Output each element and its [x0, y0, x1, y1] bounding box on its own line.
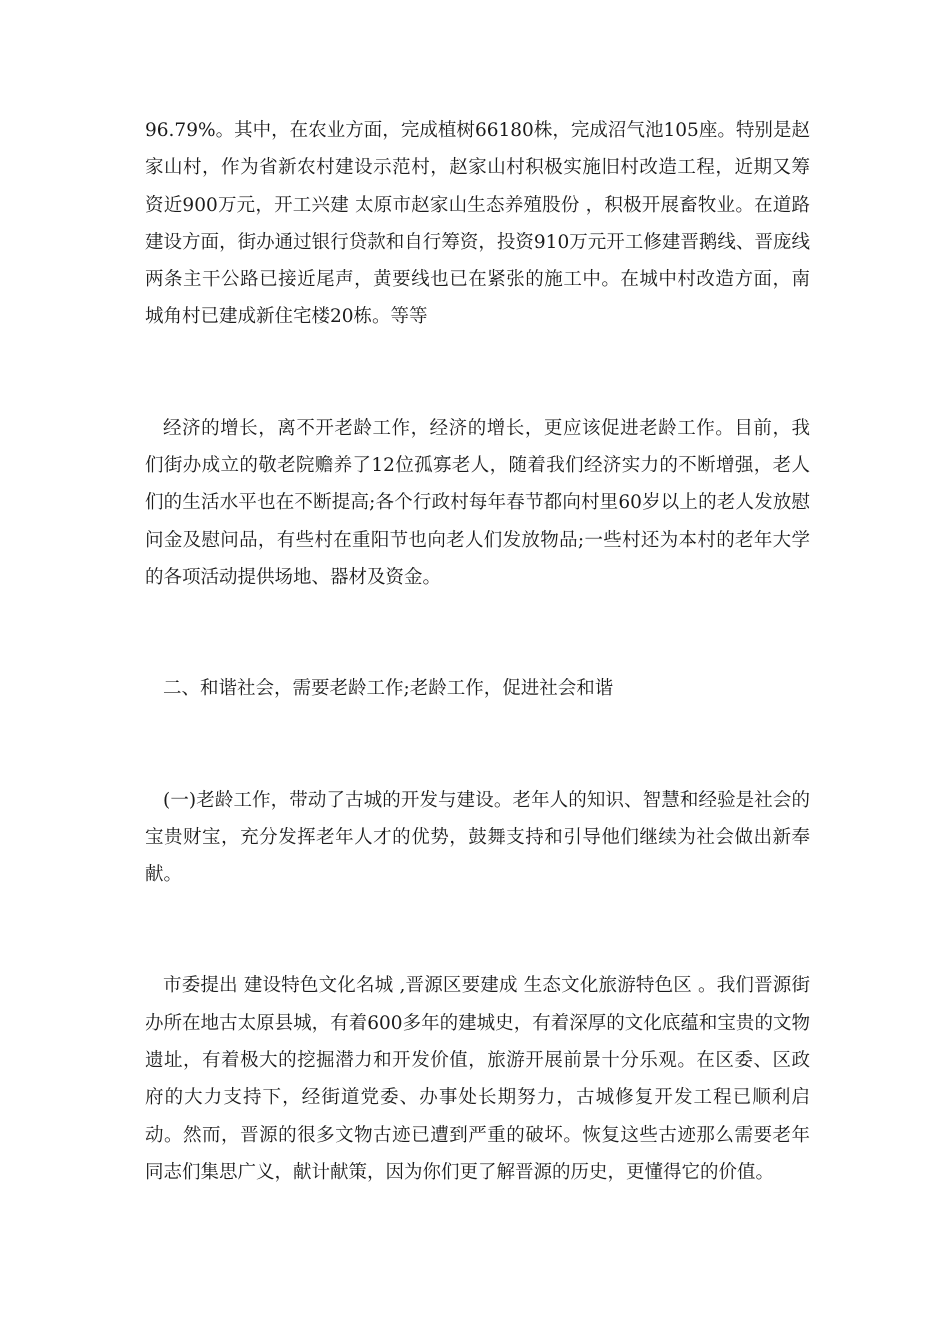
paragraph-ancient-city-development: (一)老龄工作，带动了古城的开发与建设。老年人的知识、智慧和经验是社会的宝贵财宝，充分发挥老年人才的优势，鼓舞支持和引导他们继续为社会做出新奉献。: [145, 789, 810, 886]
paragraph-cultural-city: 市委提出 建设特色文化名城 ,晋源区要建成 生态文化旅游特色区 。我们晋源街办所在地古太原县城，有着600多年的建城史，有着深厚的文化底蕴和宝贵的文物遗址，有着极大的挖掘潜力和开发价值，旅游开展前景十分乐观。在区委、区政府的大力支持下，经街道党委、办事处长期努力，古城修复开发工程已顺利启动。然而，晋源的很多文物古迹已遭到严重的破坏。恢复这些古迹那么需要老年同志们集思广义，献计献策，因为你们更了解晋源的历史，更懂得它的价值。: [145, 975, 810, 1183]
paragraph-elderly-economy: 经济的增长，离不开老龄工作，经济的增长，更应该促进老龄工作。目前，我们街办成立的敬老院赡养了12位孤寡老人，随着我们经济实力的不断增强，老人们的生活水平也在不断提高;各个行政村每年春节都向村里60岁以上的老人发放慰问金及慰问品，有些村在重阳节也向老人们发放物品;一些村还为本村的老年大学的各项活动提供场地、器材及资金。: [145, 417, 810, 588]
document-page: [145, 112, 810, 1191]
section-heading-harmonious-society: 二、和谐社会，需要老龄工作;老龄工作，促进社会和谐: [163, 678, 614, 700]
paragraph-agriculture-progress: 96.79%。其中，在农业方面，完成植树66180株，完成沼气池105座。特别是赵家山村，作为省新农村建设示范村，赵家山村积极实施旧村改造工程，近期又筹资近900万元，开工兴建 太原市赵家山生态养殖股份 ，积极开展畜牧业。在道路建设方面，街办通过银行贷款和自行筹资，投资910万元开工修建晋鹅线、晋庞线两条主干公路已接近尾声，黄要线也已在紧张的施工中。在城中村改造方面，南城角村已建成新住宅楼20栋。等等: [145, 120, 810, 328]
